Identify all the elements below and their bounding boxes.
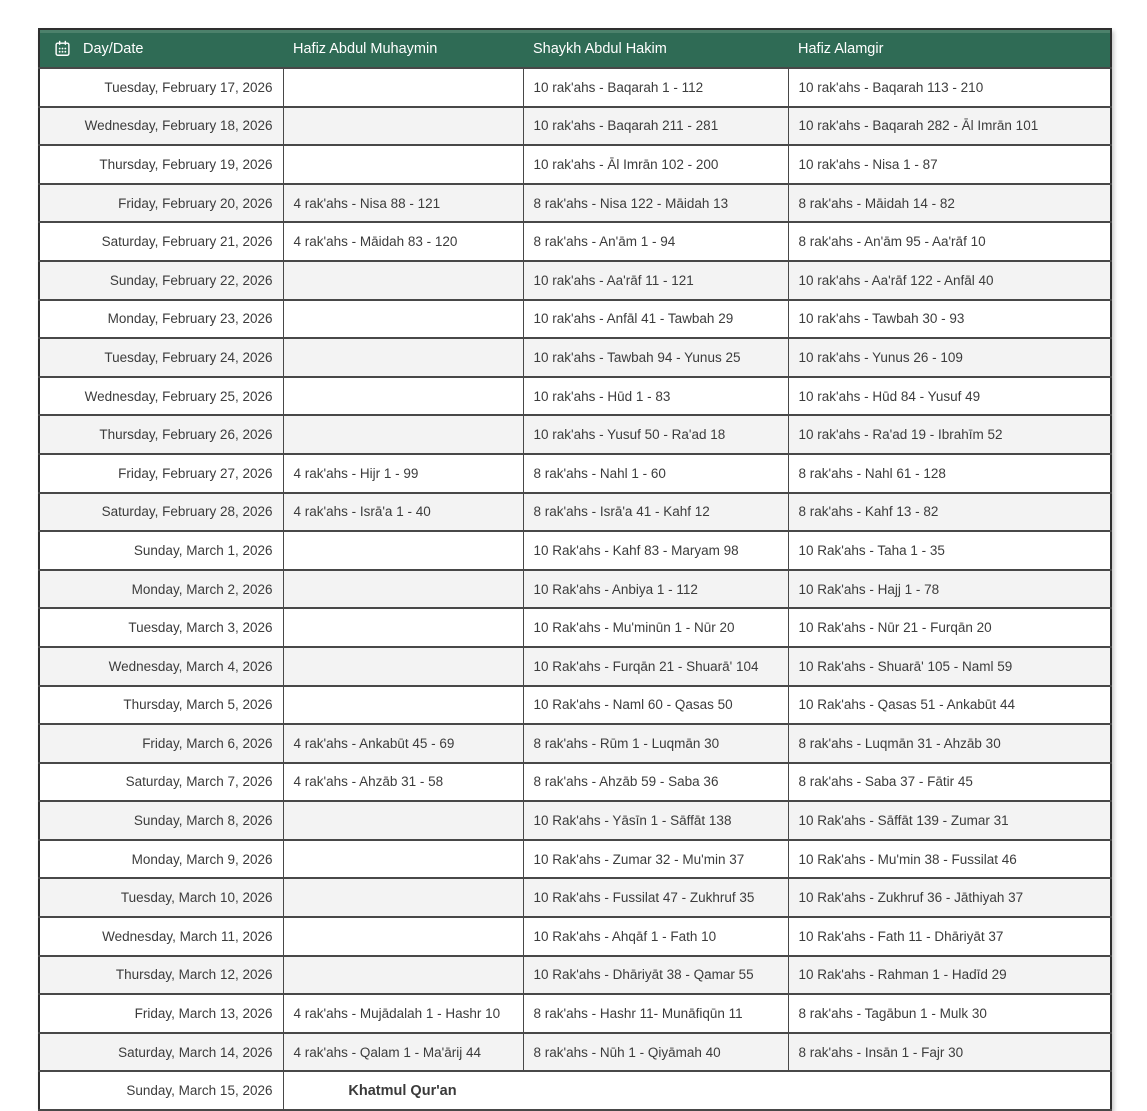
assignment-cell: 8 rak'ahs - Isrā'a 41 - Kahf 12	[523, 493, 788, 532]
date-cell: Wednesday, February 25, 2026	[39, 377, 283, 416]
assignment-cell: 10 Rak'ahs - Qasas 51 - Ankabūt 44	[788, 686, 1111, 725]
assignment-cell: 10 Rak'ahs - Ahqāf 1 - Fath 10	[523, 917, 788, 956]
assignment-cell	[283, 300, 523, 339]
assignment-cell: 10 rak'ahs - Tawbah 30 - 93	[788, 300, 1111, 339]
header-label-day-date: Day/Date	[83, 40, 144, 57]
assignment-cell: 8 rak'ahs - Tagābun 1 - Mulk 30	[788, 994, 1111, 1033]
header-day-date	[39, 29, 283, 68]
table-row	[39, 68, 1111, 107]
assignment-cell	[283, 377, 523, 416]
table-row	[39, 647, 1111, 686]
assignment-cell: 8 rak'ahs - An'ām 95 - Aa'rāf 10	[788, 222, 1111, 261]
assignment-cell: 4 rak'ahs - Hijr 1 - 99	[283, 454, 523, 493]
assignment-cell: 10 rak'ahs - Baqarah 282 - Āl Imrān 101	[788, 107, 1111, 146]
date-cell: Sunday, March 8, 2026	[39, 801, 283, 840]
assignment-cell: 10 rak'ahs - Hūd 1 - 83	[523, 377, 788, 416]
date-cell: Sunday, February 22, 2026	[39, 261, 283, 300]
assignment-cell	[283, 608, 523, 647]
assignment-cell: 10 rak'ahs - Nisa 1 - 87	[788, 145, 1111, 184]
schedule-body	[39, 68, 1111, 1110]
assignment-cell	[283, 570, 523, 609]
assignment-cell: 4 rak'ahs - Nisa 88 - 121	[283, 184, 523, 223]
assignment-cell: 10 Rak'ahs - Nūr 21 - Furqān 20	[788, 608, 1111, 647]
table-row	[39, 493, 1111, 532]
table-row	[39, 107, 1111, 146]
assignment-cell: 10 rak'ahs - Baqarah 113 - 210	[788, 68, 1111, 107]
assignment-cell: 10 rak'ahs - Yunus 26 - 109	[788, 338, 1111, 377]
date-cell: Tuesday, March 3, 2026	[39, 608, 283, 647]
date-cell: Monday, March 9, 2026	[39, 840, 283, 879]
assignment-cell: 10 rak'ahs - Āl Imrān 102 - 200	[523, 145, 788, 184]
table-row	[39, 878, 1111, 917]
assignment-cell: 8 rak'ahs - An'ām 1 - 94	[523, 222, 788, 261]
table-row	[39, 956, 1111, 995]
assignment-cell: 8 rak'ahs - Nisa 122 - Māidah 13	[523, 184, 788, 223]
table-row	[39, 686, 1111, 725]
assignment-cell: 8 rak'ahs - Nūh 1 - Qiyāmah 40	[523, 1033, 788, 1072]
assignment-cell: 10 Rak'ahs - Zukhruf 36 - Jāthiyah 37	[788, 878, 1111, 917]
assignment-cell: 8 rak'ahs - Luqmān 31 - Ahzāb 30	[788, 724, 1111, 763]
assignment-cell: 4 rak'ahs - Qalam 1 - Ma'ārij 44	[283, 1033, 523, 1072]
date-cell: Thursday, February 26, 2026	[39, 415, 283, 454]
assignment-cell: 8 rak'ahs - Nahl 1 - 60	[523, 454, 788, 493]
header-label-hafiz-alamgir: Hafiz Alamgir	[788, 29, 1111, 68]
assignment-cell: 10 Rak'ahs - Fussilat 47 - Zukhruf 35	[523, 878, 788, 917]
assignment-cell	[283, 647, 523, 686]
assignment-cell	[283, 840, 523, 879]
assignment-cell: 10 Rak'ahs - Sāffāt 139 - Zumar 31	[788, 801, 1111, 840]
assignment-cell	[283, 531, 523, 570]
assignment-cell: 10 rak'ahs - Aa'rāf 11 - 121	[523, 261, 788, 300]
date-cell: Thursday, February 19, 2026	[39, 145, 283, 184]
khatmul-quran-label: Khatmul Qur'an	[348, 1082, 457, 1099]
date-cell: Friday, March 13, 2026	[39, 994, 283, 1033]
assignment-cell	[283, 261, 523, 300]
assignment-cell: 4 rak'ahs - Mujādalah 1 - Hashr 10	[283, 994, 523, 1033]
assignment-cell	[283, 686, 523, 725]
header-row	[39, 29, 1111, 68]
date-cell: Sunday, March 15, 2026	[39, 1071, 283, 1110]
date-cell: Wednesday, February 18, 2026	[39, 107, 283, 146]
table-row	[39, 261, 1111, 300]
taraweeh-schedule-table	[38, 28, 1112, 1111]
assignment-cell	[283, 107, 523, 146]
table-row	[39, 763, 1111, 802]
assignment-cell: 10 Rak'ahs - Mu'min 38 - Fussilat 46	[788, 840, 1111, 879]
taraweeh-schedule	[38, 28, 1112, 1111]
table-row	[39, 531, 1111, 570]
assignment-cell: 4 rak'ahs - Ahzāb 31 - 58	[283, 763, 523, 802]
assignment-cell: 10 rak'ahs - Anfāl 41 - Tawbah 29	[523, 300, 788, 339]
table-row	[39, 300, 1111, 339]
date-cell: Saturday, February 28, 2026	[39, 493, 283, 532]
assignment-cell: 10 rak'ahs - Baqarah 1 - 112	[523, 68, 788, 107]
assignment-cell: 8 rak'ahs - Nahl 61 - 128	[788, 454, 1111, 493]
date-cell: Thursday, March 12, 2026	[39, 956, 283, 995]
table-row	[39, 994, 1111, 1033]
date-cell: Tuesday, February 24, 2026	[39, 338, 283, 377]
date-cell: Saturday, March 7, 2026	[39, 763, 283, 802]
table-row	[39, 840, 1111, 879]
date-cell: Sunday, March 1, 2026	[39, 531, 283, 570]
date-cell: Wednesday, March 11, 2026	[39, 917, 283, 956]
assignment-cell: 8 rak'ahs - Saba 37 - Fātir 45	[788, 763, 1111, 802]
table-row	[39, 145, 1111, 184]
assignment-cell: 4 rak'ahs - Isrā'a 1 - 40	[283, 493, 523, 532]
date-cell: Wednesday, March 4, 2026	[39, 647, 283, 686]
date-cell: Tuesday, February 17, 2026	[39, 68, 283, 107]
table-row	[39, 454, 1111, 493]
table-row	[39, 801, 1111, 840]
header-label-hafiz-abdul-muhaymin: Hafiz Abdul Muhaymin	[283, 29, 523, 68]
table-row-final	[39, 1071, 1111, 1110]
date-cell: Saturday, February 21, 2026	[39, 222, 283, 261]
assignment-cell: 10 rak'ahs - Ra'ad 19 - Ibrahīm 52	[788, 415, 1111, 454]
table-row	[39, 1033, 1111, 1072]
table-row	[39, 570, 1111, 609]
assignment-cell: 10 rak'ahs - Yusuf 50 - Ra'ad 18	[523, 415, 788, 454]
date-cell: Thursday, March 5, 2026	[39, 686, 283, 725]
assignment-cell: 4 rak'ahs - Ankabūt 45 - 69	[283, 724, 523, 763]
assignment-cell: 8 rak'ahs - Ahzāb 59 - Saba 36	[523, 763, 788, 802]
assignment-cell: 10 rak'ahs - Aa'rāf 122 - Anfāl 40	[788, 261, 1111, 300]
assignment-cell	[283, 956, 523, 995]
table-row	[39, 724, 1111, 763]
table-row	[39, 415, 1111, 454]
assignment-cell: 10 Rak'ahs - Dhāriyāt 38 - Qamar 55	[523, 956, 788, 995]
assignment-cell: 10 Rak'ahs - Shuarā' 105 - Naml 59	[788, 647, 1111, 686]
table-row	[39, 917, 1111, 956]
assignment-cell: 8 rak'ahs - Rūm 1 - Luqmān 30	[523, 724, 788, 763]
assignment-cell: 10 Rak'ahs - Anbiya 1 - 112	[523, 570, 788, 609]
header-label-shaykh-abdul-hakim: Shaykh Abdul Hakim	[523, 29, 788, 68]
assignment-cell: 10 Rak'ahs - Kahf 83 - Maryam 98	[523, 531, 788, 570]
assignment-cell: 10 Rak'ahs - Mu'minūn 1 - Nūr 20	[523, 608, 788, 647]
assignment-cell: 8 rak'ahs - Insān 1 - Fajr 30	[788, 1033, 1111, 1072]
date-cell: Monday, March 2, 2026	[39, 570, 283, 609]
assignment-cell	[283, 68, 523, 107]
assignment-cell	[283, 145, 523, 184]
assignment-cell: 10 Rak'ahs - Taha 1 - 35	[788, 531, 1111, 570]
assignment-cell	[283, 801, 523, 840]
assignment-cell	[283, 917, 523, 956]
date-cell: Saturday, March 14, 2026	[39, 1033, 283, 1072]
date-cell: Friday, February 27, 2026	[39, 454, 283, 493]
table-row	[39, 608, 1111, 647]
assignment-cell: 10 Rak'ahs - Zumar 32 - Mu'min 37	[523, 840, 788, 879]
assignment-cell: 8 rak'ahs - Kahf 13 - 82	[788, 493, 1111, 532]
assignment-cell: 10 rak'ahs - Baqarah 211 - 281	[523, 107, 788, 146]
assignment-cell	[283, 878, 523, 917]
date-cell: Tuesday, March 10, 2026	[39, 878, 283, 917]
table-row	[39, 377, 1111, 416]
date-cell: Friday, February 20, 2026	[39, 184, 283, 223]
table-row	[39, 338, 1111, 377]
assignment-cell: 10 Rak'ahs - Furqān 21 - Shuarā' 104	[523, 647, 788, 686]
assignment-cell: 10 Rak'ahs - Yāsīn 1 - Sāffāt 138	[523, 801, 788, 840]
assignment-cell	[283, 338, 523, 377]
table-row	[39, 222, 1111, 261]
assignment-cell: 4 rak'ahs - Māidah 83 - 120	[283, 222, 523, 261]
calendar-icon	[54, 40, 71, 57]
khatmul-quran-cell	[283, 1071, 1111, 1110]
assignment-cell: 8 rak'ahs - Hashr 11- Munāfiqūn 11	[523, 994, 788, 1033]
assignment-cell: 10 Rak'ahs - Rahman 1 - Hadīd 29	[788, 956, 1111, 995]
assignment-cell: 10 rak'ahs - Tawbah 94 - Yunus 25	[523, 338, 788, 377]
assignment-cell: 8 rak'ahs - Māidah 14 - 82	[788, 184, 1111, 223]
assignment-cell: 10 Rak'ahs - Naml 60 - Qasas 50	[523, 686, 788, 725]
date-cell: Monday, February 23, 2026	[39, 300, 283, 339]
assignment-cell: 10 Rak'ahs - Hajj 1 - 78	[788, 570, 1111, 609]
table-row	[39, 184, 1111, 223]
assignment-cell	[283, 415, 523, 454]
assignment-cell: 10 Rak'ahs - Fath 11 - Dhāriyāt 37	[788, 917, 1111, 956]
date-cell: Friday, March 6, 2026	[39, 724, 283, 763]
assignment-cell: 10 rak'ahs - Hūd 84 - Yusuf 49	[788, 377, 1111, 416]
